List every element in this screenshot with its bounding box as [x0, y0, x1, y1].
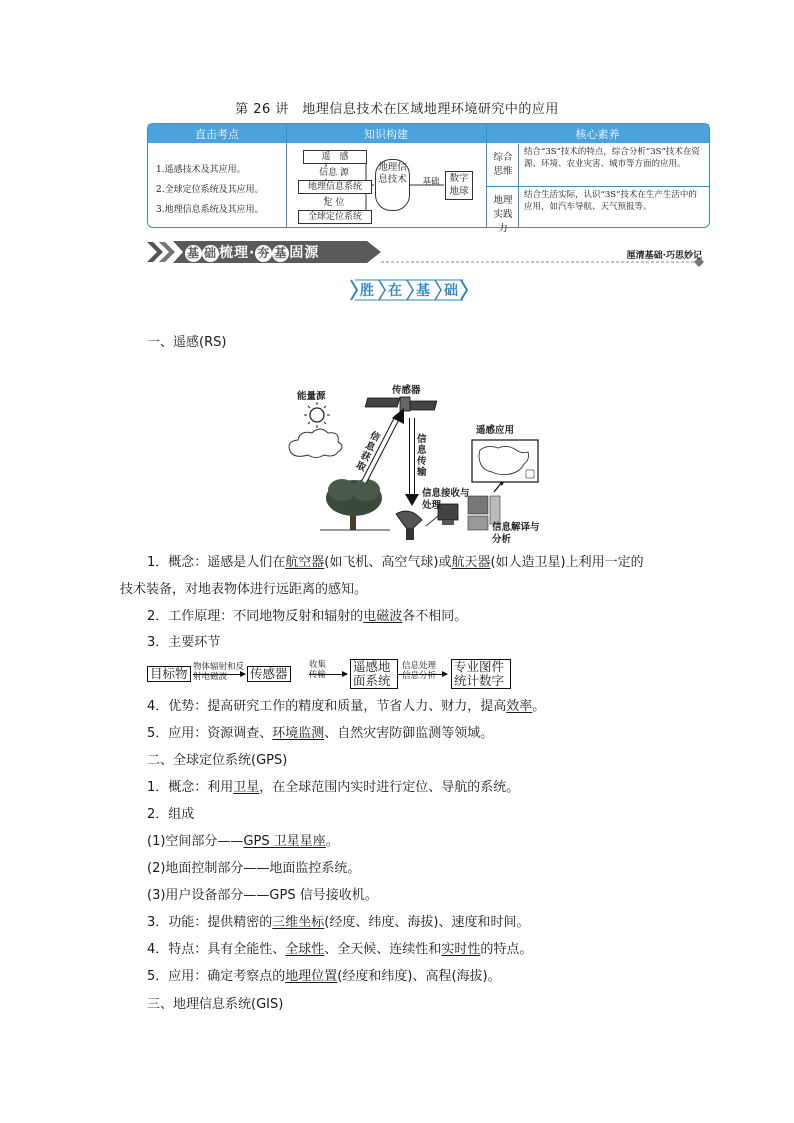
cloud-icon: [289, 429, 342, 458]
term-efficiency: 效率: [506, 699, 533, 714]
gps-control-segment: (2)地面控制部分——地面监控系统。: [147, 861, 361, 876]
term-geo-location: 地理位置: [285, 969, 338, 984]
literacy-text: 结合生活实际，认识“3S”技术在生产生活中的应用，如汽车导航、天气预报等。: [524, 190, 697, 212]
page-title: 第 26 讲 地理信息技术在区域地理环境研究中的应用: [235, 102, 559, 117]
section-heading-rs: 一、遥感(RS): [147, 335, 227, 350]
rs-main-steps: 3．主要环节: [147, 635, 221, 650]
diagram-graphics: [280, 378, 550, 546]
literacy-label: 综合思维: [493, 152, 513, 177]
exam-point: 1.遥感技术及其应用。: [156, 165, 246, 175]
banner-text: 固源: [289, 245, 320, 261]
label-info-transmit: 信息传输: [417, 434, 427, 478]
banner-dot: ·: [249, 245, 256, 261]
rs-advantage: 4．优势：提高研究工作的精度和质量，节省人力、财力，提高效率。: [147, 699, 546, 714]
label-energy-source: 能量源: [297, 391, 326, 402]
literacy-text: 结合“3S”技术的特点，综合分析“3S”技术在资源、环境、农业灾害、城市等方面的应用。: [524, 147, 700, 169]
flow-box-sensor: 传感器: [247, 666, 291, 682]
section-banner: [147, 240, 708, 264]
sub-banner: [349, 279, 469, 301]
knowledge-box-rs: 遥 感: [303, 150, 367, 164]
knowledge-center: 地理信息技术: [375, 159, 410, 211]
banner-title: [185, 242, 319, 262]
label-rs-application: 遥感应用: [476, 425, 515, 436]
flow-box-target: 目标物: [147, 666, 191, 682]
knowledge-box-gis: 地理信息系统: [298, 180, 372, 194]
rs-concept-line1: 1．概念：遥感是人们在航空器(如飞机、高空气球)或航天器(如人造卫星)上利用一定的: [147, 555, 644, 570]
knowledge-link-label: 基础: [422, 177, 440, 187]
exam-points-list: [156, 160, 264, 220]
rs-concept-line2: 技术装备，对地表物体进行远距离的感知。: [120, 582, 368, 597]
label-info-receive: 信息接收与处理: [422, 488, 470, 511]
term-spacecraft: 航天器: [451, 555, 491, 570]
sub-banner-char: 在: [388, 283, 402, 299]
gps-composition: 2．组成: [147, 807, 195, 822]
gps-function: 3．功能：提供精密的三维坐标(经度、纬度、海拔)、速度和时间。: [147, 915, 530, 930]
exam-point: 3.地理信息系统及其应用。: [156, 205, 264, 215]
rs-application: 5．应用：资源调查、环境监测、自然灾害防御监测等领域。: [147, 726, 494, 741]
flow-arrow: [193, 674, 245, 675]
banner-char: 基: [274, 246, 288, 260]
gps-space-segment: (1)空间部分——GPS 卫星星座。: [147, 834, 339, 849]
rs-flow-diagram: [147, 659, 527, 689]
knowledge-label-source: 信息 源: [319, 168, 349, 178]
label-sensor: 传感器: [392, 385, 421, 396]
flow-label-radiation: 物体辐射和反射电磁波: [193, 662, 245, 682]
term-em-wave: 电磁波: [363, 609, 403, 624]
banner-text: 梳理: [219, 245, 249, 261]
literacy-label: 地理实践力: [493, 195, 513, 234]
flow-arrow: [397, 674, 447, 675]
sub-banner-char: 基: [416, 283, 430, 299]
term-realtime: 实时性: [441, 942, 481, 957]
knowledge-box-gps: 全球定位系统: [298, 210, 372, 224]
flow-label-process: 信息处理信息分析: [402, 661, 437, 681]
sub-banner-char: 胜: [360, 283, 374, 299]
flow-box-ground-system: 遥感地面系统: [350, 659, 398, 689]
term-gps-constellation: GPS 卫星星座: [243, 834, 326, 849]
banner-char: 夯: [257, 246, 271, 260]
overview-header: [148, 124, 709, 143]
tree-icon: [320, 479, 390, 530]
sun-icon: [304, 402, 330, 428]
term-3d-coordinates: 三维坐标: [272, 915, 325, 930]
sub-banner-char: 础: [444, 283, 458, 299]
term-aircraft: 航空器: [285, 555, 325, 570]
term-satellite: 卫星: [233, 780, 260, 795]
label-info-interpret: 信息解译与分析: [492, 522, 540, 545]
header-knowledge: 知识构建: [364, 128, 408, 141]
literacy-row: [486, 187, 709, 234]
banner-char: 础: [203, 246, 217, 260]
flow-box-output: 专业图件统计数字: [451, 659, 511, 689]
gps-concept: 1．概念：利用卫星，在全球范围内实时进行定位、导航的系统。: [147, 780, 520, 795]
banner-motto: 厘清基础·巧思妙记: [626, 251, 702, 261]
knowledge-label-position: 定 位: [323, 198, 345, 208]
rs-principle: 2．工作原理：不同地物反射和辐射的电磁波各不相同。: [147, 609, 468, 624]
gps-user-segment: (3)用户设备部分——GPS 信号接收机。: [147, 888, 378, 903]
gps-application: 5．应用：确定考察点的地理位置(经度和纬度)、高程(海拔)。: [147, 969, 501, 984]
flow-label-collect: 收集传输: [309, 660, 327, 680]
section-heading-gps: 二、全球定位系统(GPS): [147, 753, 288, 768]
satellite-dish-icon: [396, 511, 422, 540]
section-heading-gis: 三、地理信息系统(GIS): [147, 997, 284, 1012]
flow-arrow: [309, 674, 347, 675]
label-info-acquire: 信息获取: [354, 429, 382, 474]
header-literacy: 核心素养: [575, 128, 620, 141]
banner-char: 基: [186, 246, 200, 260]
header-exam-points: 直击考点: [195, 128, 239, 141]
gps-features: 4．特点：具有全能性、全球性、全天候、连续性和实时性的特点。: [147, 942, 533, 957]
exam-point: 2.全球定位系统及其应用。: [156, 185, 264, 195]
satellite-icon: [365, 397, 437, 411]
overview-table: [147, 123, 710, 234]
term-env-monitoring: 环境监测: [272, 726, 325, 741]
term-global: 全球性: [285, 942, 325, 957]
remote-sensing-diagram: [280, 378, 550, 546]
literacy-row: [486, 144, 709, 185]
knowledge-digital-earth: 数字地球: [445, 171, 473, 200]
